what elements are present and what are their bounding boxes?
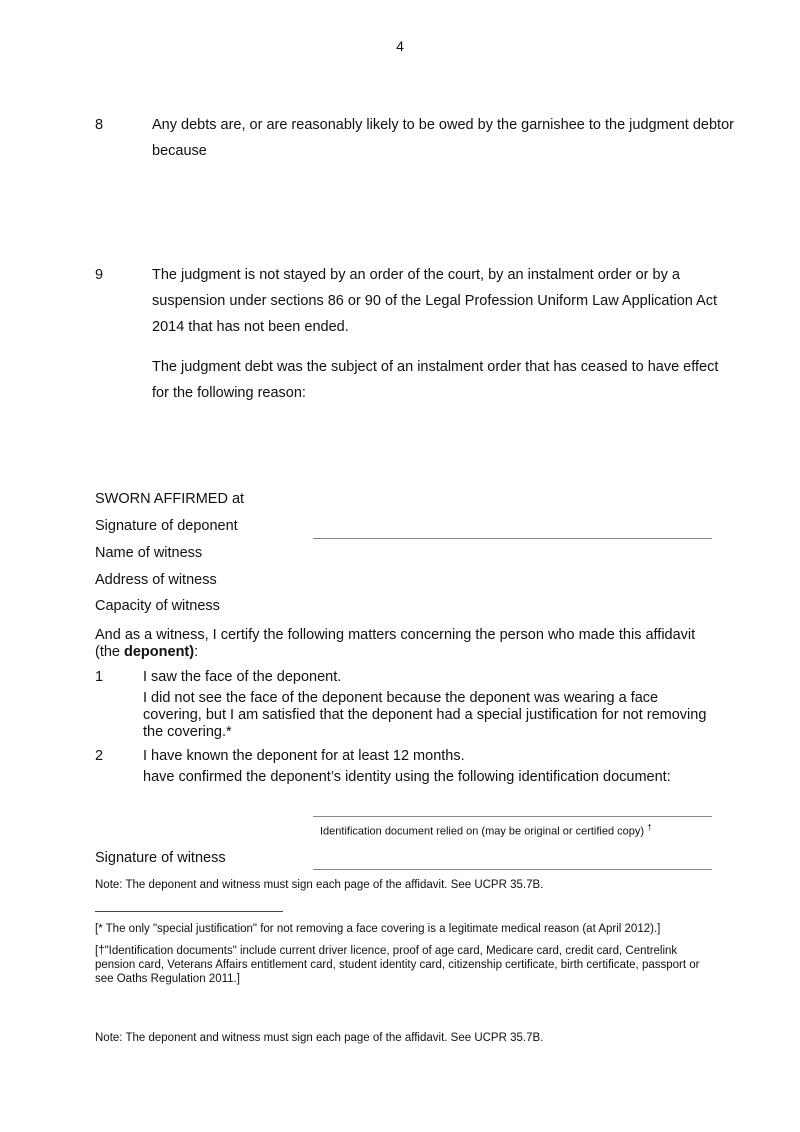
identification-document-line[interactable]: [313, 816, 712, 817]
page-number: 4: [396, 38, 404, 54]
footnote-rule: [95, 911, 283, 912]
certification-item-1: [95, 669, 715, 741]
signature-deponent-line[interactable]: [313, 538, 712, 539]
item-option-b: I did not see the face of the deponent because the deponent was wearing a face covering, but I am satisfied that the deponent had a special justification for not removing the covering.*: [143, 690, 707, 740]
paragraph-9: [95, 262, 735, 406]
paragraph-text: The judgment is not stayed by an order of the court, by an instalment order or by a suspension under sections 86 or 90 of the Legal Profession Uniform Law Application Act 2014 that has not been ended.: [152, 267, 718, 335]
certification-intro: [95, 627, 715, 661]
capacity-witness-label: Capacity of witness: [95, 598, 220, 614]
address-witness-label: Address of witness: [95, 572, 217, 588]
item-option-a: I have known the deponent for at least 12 months.: [143, 748, 465, 764]
item-number: 1: [95, 669, 104, 685]
dagger-mark: †: [647, 823, 652, 832]
certification-intro-colon: :: [194, 644, 199, 660]
paragraph-number: 8: [95, 117, 104, 133]
paragraph-8: [95, 112, 735, 164]
paragraph-text-2: The judgment debt was the subject of an instalment order that has ceased to have effect for the following reason:: [152, 359, 719, 401]
footnote-dagger: [†"Identification documents" include current driver licence, proof of age card, Medicare card, credit card, Centrelink pension card, Veterans Affairs entitlement card, student identity card, citizenship certificate, birth certificate, passport or see Oaths Regulation 2011.]: [95, 945, 700, 985]
paragraph-number: 9: [95, 267, 104, 283]
item-option-b: have confirmed the deponent’s identity using the following identification document:: [143, 769, 671, 785]
signature-deponent-label: Signature of deponent: [95, 518, 238, 534]
certification-intro-text: And as a witness, I certify the following matters concerning the person who made this affidavit (the: [95, 627, 696, 660]
item-option-a: I saw the face of the deponent.: [143, 669, 342, 685]
signature-witness-label: Signature of witness: [95, 850, 226, 866]
deponent-term: deponent): [124, 644, 195, 660]
paragraph-text: Any debts are, or are reasonably likely to be owed by the garnishee to the judgment debtor because: [152, 117, 734, 159]
name-witness-label: Name of witness: [95, 545, 203, 561]
sign-note: Note: The deponent and witness must sign each page of the affidavit. See UCPR 35.7B.: [95, 879, 544, 891]
signature-witness-line[interactable]: [313, 869, 712, 870]
sworn-affirmed-label: SWORN AFFIRMED at: [95, 491, 245, 507]
footnote-star: [* The only "special justification" for not removing a face covering is a legitimate medical reason (at April 2012).]: [95, 923, 661, 935]
caption-text: Identification document relied on (may be original or certified copy): [320, 825, 645, 838]
sign-note-footer: Note: The deponent and witness must sign each page of the affidavit. See UCPR 35.7B.: [95, 1032, 544, 1044]
certification-item-2: [95, 748, 715, 786]
item-number: 2: [95, 748, 104, 764]
identification-document-caption: [320, 823, 652, 838]
